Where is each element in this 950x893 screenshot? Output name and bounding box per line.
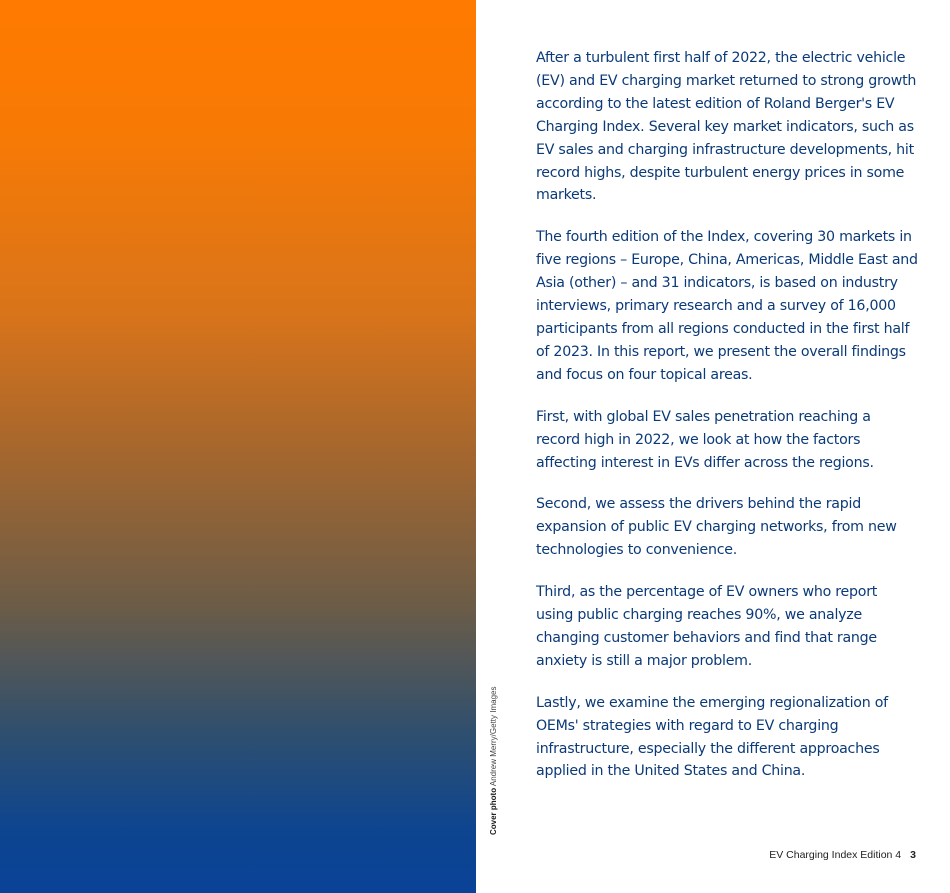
paragraph-fourth-edition: The fourth edition of the Index, covering 30 markets in five regions – Europe, China, Americas, Middle East and Asia (other) – and 31 indicators, is based on industry interviews, primary research and a survey of 16,000 participants from all regions conducted in the first half of 2023. In this report, we present the overall findings and focus on four topical areas. [536, 229, 918, 383]
photo-credit-label: Cover photo [489, 787, 498, 835]
body-text [536, 47, 918, 802]
page-footer [769, 849, 916, 861]
page-number: 3 [910, 849, 916, 861]
paragraph-second: Second, we assess the drivers behind the rapid expansion of public EV charging networks, from new technologies to convenience. [536, 496, 897, 559]
paragraph-third: Third, as the percentage of EV owners who report using public charging reaches 90%, we analyze changing customer behaviors and find that range anxiety is still a major problem. [536, 584, 878, 669]
paragraph-lastly: Lastly, we examine the emerging regionalization of OEMs' strategies with regard to EV charging infrastructure, especially the different approaches applied in the United States and China. [536, 694, 888, 780]
photo-credit [489, 687, 498, 835]
paragraph-first: First, with global EV sales penetration reaching a record high in 2022, we look at how the factors affecting interest in EVs differ across the regions. [536, 408, 874, 471]
footer-title: EV Charging Index Edition 4 [769, 849, 902, 861]
photo-credit-text: Andrew Merry/Getty Images [489, 686, 498, 788]
paragraph-intro: After a turbulent first half of 2022, the electric vehicle (EV) and EV charging market returned to strong growth according to the latest edition of Roland Berger's EV Charging Index. Several key market indicators, such as EV sales and charging infrastructure developments, hit record highs, despite turbulent energy prices in some markets. [536, 50, 917, 204]
